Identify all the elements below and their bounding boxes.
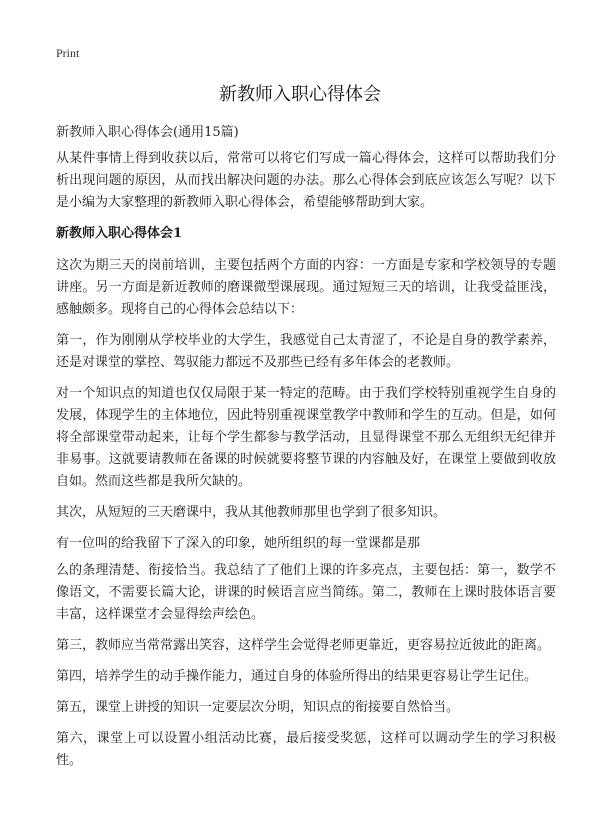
document-subtitle: 新教师入职心得体会(通用15篇) — [56, 125, 239, 140]
body-paragraph: 第四，培养学生的动手操作能力，通过自身的体验所得出的结果更容易让学生记住。 — [56, 669, 538, 684]
document-body — [56, 148, 556, 781]
body-paragraph: 对一个知识点的知道也仅仅局限于某一特定的范畴。由于我们学校特别重视学生自身的发展，体现学生的主体地位，因此特别重视课堂教学中教师和学生的互动。但是，如何将全部课堂带动起来，让每个学生都参与教学活动，且显得课堂不那么无组织无纪律并非易事。这就要请教师在备课的时候就要将整节课的内容触及好，在课堂上要做到收放自如。然而这些都是我所欠缺的。 — [56, 386, 556, 489]
body-paragraph: 第五，课堂上讲授的知识一定要层次分明，知识点的衔接要自然恰当。 — [56, 700, 460, 715]
intro-paragraph: 从某件事情上得到收获以后，常常可以将它们写成一篇心得体会，这样可以帮助我们分析出现问题的原因，从而找出解决问题的办法。那么心得体会到底应该怎么写呢？以下是小编为大家整理的新教师入职心得体会，希望能够帮助到大家。 — [56, 151, 556, 210]
body-paragraph: 么的条理清楚、衔接恰当。我总结了了他们上课的许多亮点，主要包括：第一，数学不像语文，不需要长篇大论，讲课的时候语言应当简练。第二，教师在上课时肢体语言要丰富，这样课堂才会显得绘声绘色。 — [56, 563, 556, 622]
document-title: 新教师入职心得体会 — [219, 84, 381, 105]
body-paragraph: 有一位叫的给我留下了深入的印象，她所组织的每一堂课都是那 — [56, 536, 421, 551]
body-paragraph: 第六，课堂上可以设置小组活动比赛，最后接受奖惩，这样可以调动学生的学习积极性。 — [56, 731, 556, 768]
body-paragraph: 其次，从短短的三天磨课中，我从其他教师那里也学到了很多知识。 — [56, 505, 447, 520]
body-paragraph: 第一，作为刚刚从学校毕业的大学生，我感觉自己太青涩了，不论是自身的教学素养，还是对课堂的掌控、驾驭能力都远不及那些已经有多年体会的老教师。 — [56, 333, 556, 370]
body-paragraph: 第三，教师应当常常露出笑容，这样学生会觉得老师更靠近，更容易拉近彼此的距离。 — [56, 638, 551, 653]
body-paragraph: 这次为期三天的岗前培训，主要包括两个方面的内容：一方面是专家和学校领导的专题讲座。另一方面是新近教师的磨课微型课展现。通过短短三天的培训，让我受益匪浅，感触颇多。现将自己的心得体会总结以下： — [56, 258, 556, 317]
print-link[interactable]: Print — [56, 46, 80, 60]
section-heading: 新教师入职心得体会1 — [56, 226, 183, 241]
